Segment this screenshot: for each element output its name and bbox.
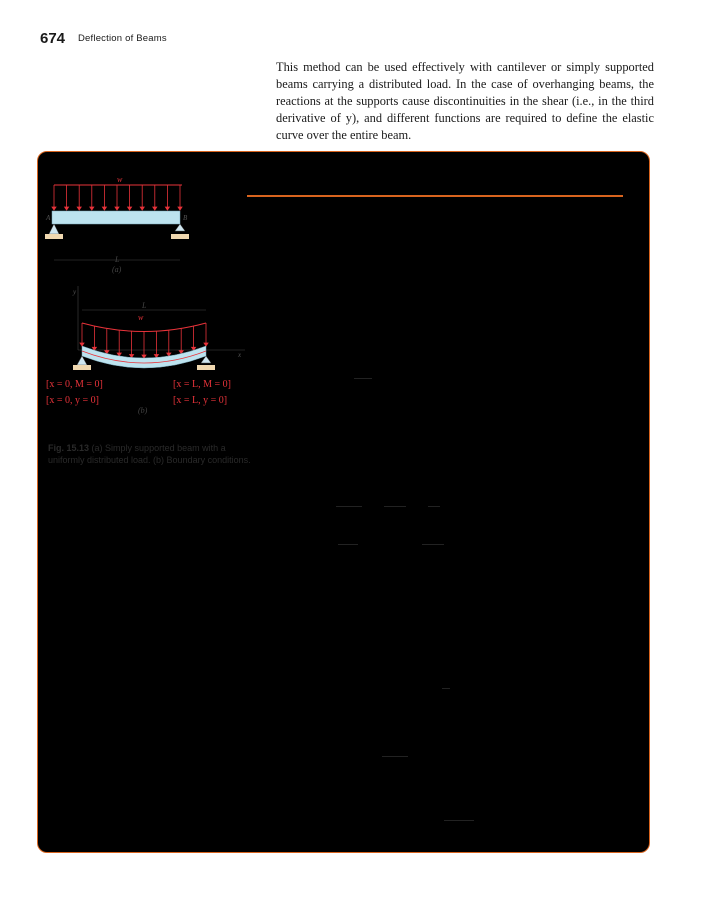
equation-fragment [338, 544, 358, 545]
load-label-a: w [117, 175, 123, 184]
load-arrowhead [204, 343, 208, 346]
part-b-label: (b) [138, 406, 148, 415]
equation-fragment [428, 506, 440, 507]
span-label-b: L [142, 301, 147, 310]
roller-support-a [175, 224, 185, 231]
bc-left-2: [x = 0, y = 0] [46, 395, 99, 406]
load-arrowhead [154, 355, 158, 358]
load-arrowhead [128, 207, 132, 210]
bc-right-1: [x = L, M = 0] [173, 379, 231, 390]
page-number: 674 [40, 30, 66, 47]
point-a-label: A [46, 214, 51, 222]
load-line-b [82, 323, 206, 332]
load-arrowhead [80, 343, 84, 346]
load-arrowhead [165, 207, 169, 210]
equation-fragment [422, 544, 444, 545]
intro-text: This method can be used effectively with cantilever or simply supported beams carrying a distributed load. In the case of overhanging beams, the reactions at the supports cause discontinuities in the shear (i.e., in the third derivative of y), and different functions are required to define the elastic curve over the entire beam. [276, 60, 654, 142]
equation-fragment [382, 756, 408, 757]
load-arrowhead [65, 207, 69, 210]
equation-fragment [354, 378, 372, 379]
caption-text: (a) Simply supported beam with a uniformly distributed load. (b) Boundary conditions. [48, 443, 251, 465]
load-arrowhead [102, 207, 106, 210]
equation-fragment [336, 506, 362, 507]
y-axis-label: y [73, 288, 77, 296]
load-label-b: w [138, 313, 144, 322]
bc-left-1: [x = 0, M = 0] [46, 379, 103, 390]
caption-label: Fig. 15.13 [48, 443, 90, 453]
equation-fragment [444, 820, 474, 821]
figure-caption [48, 442, 258, 466]
beam-figure [40, 170, 270, 490]
panel-header-rule [247, 195, 623, 197]
load-arrowhead [77, 207, 81, 210]
load-arrowhead [142, 355, 146, 358]
roller-base-a [171, 234, 189, 239]
running-head: Deflection of Beams [78, 33, 167, 44]
point-b-label: B [183, 214, 188, 222]
x-axis-label: x [238, 351, 242, 359]
beam-diagram [40, 170, 270, 440]
load-arrowhead [130, 355, 134, 358]
pin-base-a [45, 234, 63, 239]
load-arrowhead [178, 207, 182, 210]
load-arrowhead [115, 207, 119, 210]
part-a-label: (a) [112, 265, 122, 274]
pin-base-b [73, 365, 91, 370]
equation-fragment [384, 506, 406, 507]
intro-paragraph [276, 59, 654, 144]
equation-fragment [442, 688, 450, 689]
roller-base-b [197, 365, 215, 370]
load-arrowhead [153, 207, 157, 210]
load-arrowhead [140, 207, 144, 210]
bc-right-2: [x = L, y = 0] [173, 395, 228, 406]
example-panel [37, 151, 650, 853]
load-arrowhead [90, 207, 94, 210]
pin-support-a [49, 224, 59, 234]
load-arrows-a [52, 185, 182, 210]
span-label-a: L [115, 255, 120, 264]
beam-a [52, 211, 180, 224]
load-arrowhead [52, 207, 56, 210]
